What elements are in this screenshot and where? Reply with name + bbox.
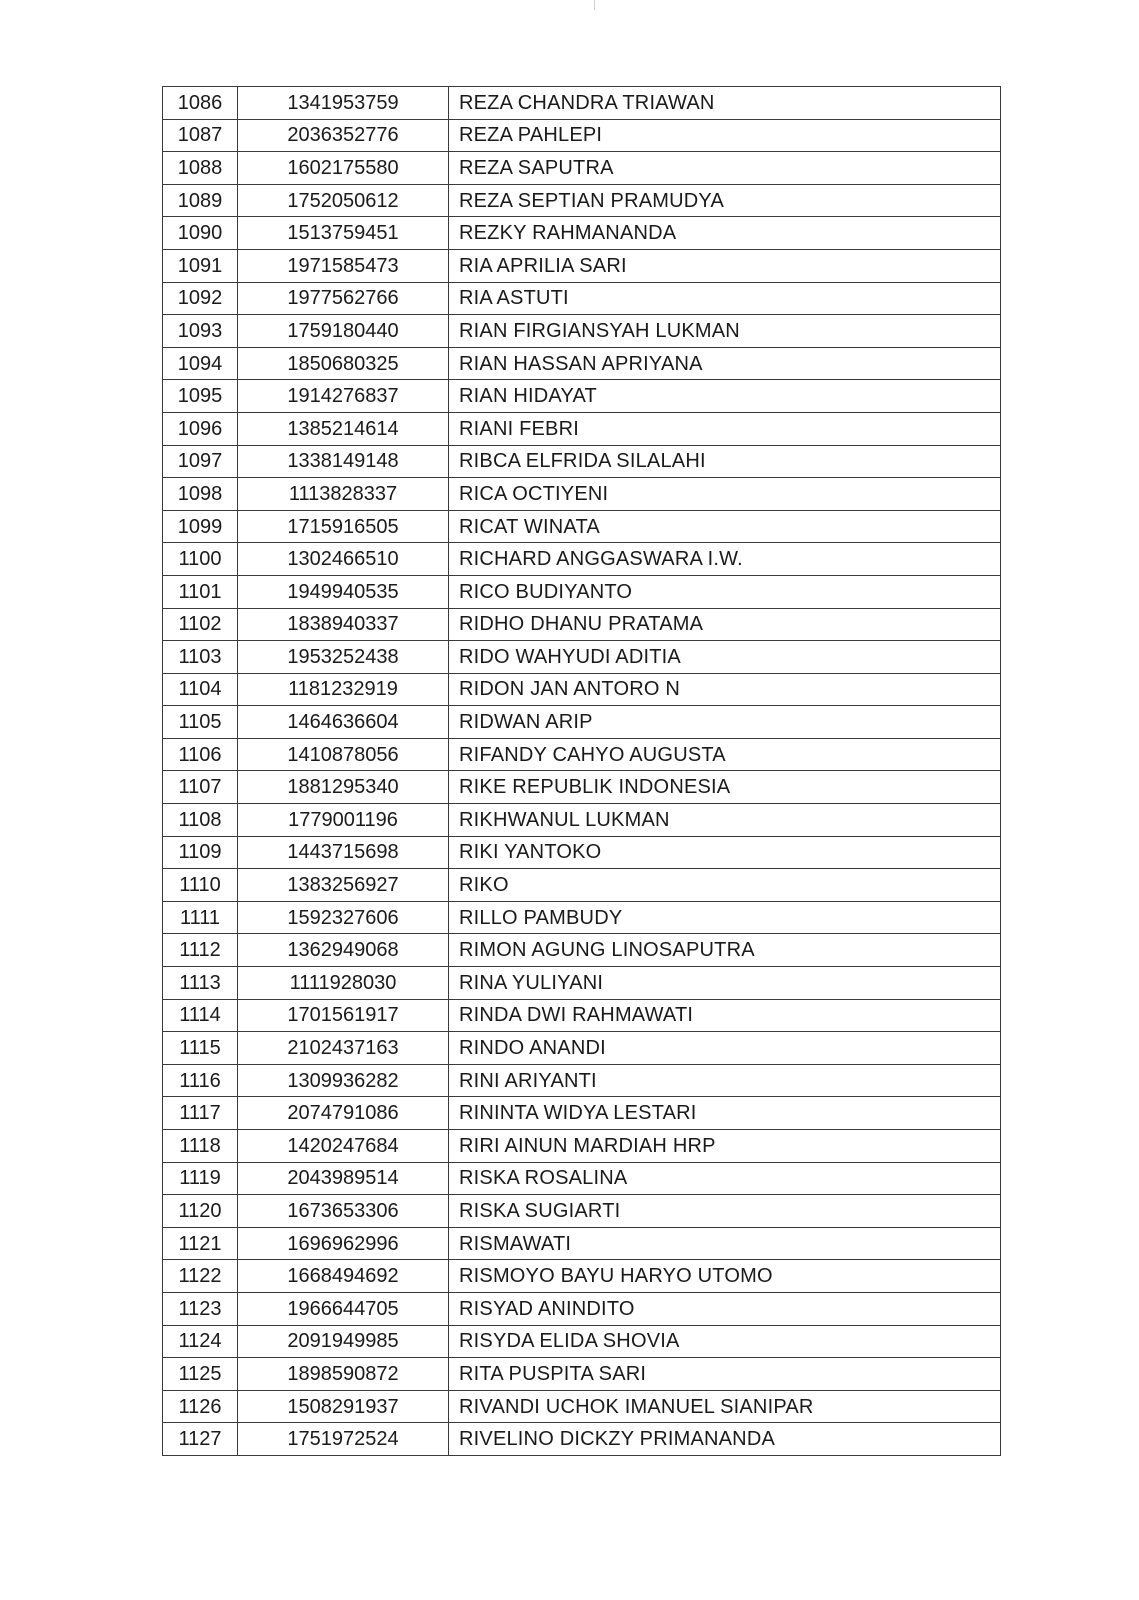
participant-name: RIBCA ELFRIDA SILALAHI — [449, 445, 1001, 478]
participant-name: RIVANDI UCHOK IMANUEL SIANIPAR — [449, 1390, 1001, 1423]
participant-name: RILLO PAMBUDY — [449, 901, 1001, 934]
table-row — [163, 901, 1001, 934]
row-number: 1127 — [163, 1423, 238, 1456]
registration-id: 1838940337 — [238, 608, 449, 641]
row-number: 1091 — [163, 249, 238, 282]
table-row — [163, 1390, 1001, 1423]
table-row — [163, 543, 1001, 576]
registration-id: 2043989514 — [238, 1162, 449, 1195]
table-row — [163, 282, 1001, 315]
table-row — [163, 1064, 1001, 1097]
table-row — [163, 934, 1001, 967]
participant-table — [162, 86, 1001, 1456]
row-number: 1095 — [163, 380, 238, 413]
row-number: 1110 — [163, 869, 238, 902]
participant-name: RISYDA ELIDA SHOVIA — [449, 1325, 1001, 1358]
registration-id: 1949940535 — [238, 575, 449, 608]
table-row — [163, 1260, 1001, 1293]
registration-id: 1715916505 — [238, 510, 449, 543]
participant-name: RIDHO DHANU PRATAMA — [449, 608, 1001, 641]
table-row — [163, 608, 1001, 641]
row-number: 1093 — [163, 315, 238, 348]
registration-id: 1113828337 — [238, 478, 449, 511]
registration-id: 1443715698 — [238, 836, 449, 869]
registration-id: 1508291937 — [238, 1390, 449, 1423]
registration-id: 1592327606 — [238, 901, 449, 934]
registration-id: 1302466510 — [238, 543, 449, 576]
table-row — [163, 1358, 1001, 1391]
registration-id: 1111928030 — [238, 967, 449, 1000]
participant-name: RICHARD ANGGASWARA I.W. — [449, 543, 1001, 576]
registration-id: 2036352776 — [238, 119, 449, 152]
participant-name: RICO BUDIYANTO — [449, 575, 1001, 608]
registration-id: 1513759451 — [238, 217, 449, 250]
table-row — [163, 1227, 1001, 1260]
table-row — [163, 1097, 1001, 1130]
participant-name: REZA CHANDRA TRIAWAN — [449, 87, 1001, 120]
table-row — [163, 771, 1001, 804]
table-row — [163, 119, 1001, 152]
row-number: 1125 — [163, 1358, 238, 1391]
registration-id: 1385214614 — [238, 412, 449, 445]
table-row — [163, 249, 1001, 282]
row-number: 1098 — [163, 478, 238, 511]
table-row — [163, 738, 1001, 771]
registration-id: 1898590872 — [238, 1358, 449, 1391]
table-row — [163, 1195, 1001, 1228]
table-row — [163, 315, 1001, 348]
participant-name: RISKA ROSALINA — [449, 1162, 1001, 1195]
table-row — [163, 184, 1001, 217]
row-number: 1122 — [163, 1260, 238, 1293]
table-row — [163, 1162, 1001, 1195]
table-row — [163, 1292, 1001, 1325]
participant-name: RIFANDY CAHYO AUGUSTA — [449, 738, 1001, 771]
row-number: 1099 — [163, 510, 238, 543]
row-number: 1120 — [163, 1195, 238, 1228]
participant-name: RINDO ANANDI — [449, 1032, 1001, 1065]
registration-id: 1464636604 — [238, 706, 449, 739]
registration-id: 1971585473 — [238, 249, 449, 282]
participant-name: RIAN FIRGIANSYAH LUKMAN — [449, 315, 1001, 348]
registration-id: 1701561917 — [238, 999, 449, 1032]
registration-id: 2102437163 — [238, 1032, 449, 1065]
table-row — [163, 706, 1001, 739]
table-row — [163, 869, 1001, 902]
participant-name: REZA SAPUTRA — [449, 152, 1001, 185]
registration-id: 1309936282 — [238, 1064, 449, 1097]
participant-name: RICAT WINATA — [449, 510, 1001, 543]
registration-id: 1850680325 — [238, 347, 449, 380]
table-row — [163, 217, 1001, 250]
participant-name: RIAN HASSAN APRIYANA — [449, 347, 1001, 380]
table-row — [163, 641, 1001, 674]
registration-id: 1752050612 — [238, 184, 449, 217]
row-number: 1096 — [163, 412, 238, 445]
participant-name: RIANI FEBRI — [449, 412, 1001, 445]
registration-id: 1668494692 — [238, 1260, 449, 1293]
table-row — [163, 1325, 1001, 1358]
registration-id: 1751972524 — [238, 1423, 449, 1456]
registration-id: 1602175580 — [238, 152, 449, 185]
registration-id: 1673653306 — [238, 1195, 449, 1228]
row-number: 1114 — [163, 999, 238, 1032]
table-row — [163, 347, 1001, 380]
registration-id: 1420247684 — [238, 1130, 449, 1163]
participant-name: REZKY RAHMANANDA — [449, 217, 1001, 250]
table-row — [163, 152, 1001, 185]
participant-name: RIVELINO DICKZY PRIMANANDA — [449, 1423, 1001, 1456]
participant-name: REZA PAHLEPI — [449, 119, 1001, 152]
table-row — [163, 445, 1001, 478]
row-number: 1118 — [163, 1130, 238, 1163]
participant-name: RIRI AINUN MARDIAH HRP — [449, 1130, 1001, 1163]
row-number: 1117 — [163, 1097, 238, 1130]
registration-id: 1410878056 — [238, 738, 449, 771]
table-row — [163, 478, 1001, 511]
table-row — [163, 836, 1001, 869]
table-row — [163, 510, 1001, 543]
participant-name: RIAN HIDAYAT — [449, 380, 1001, 413]
row-number: 1109 — [163, 836, 238, 869]
row-number: 1106 — [163, 738, 238, 771]
scan-mark — [594, 0, 595, 10]
table-row — [163, 412, 1001, 445]
registration-id: 1181232919 — [238, 673, 449, 706]
row-number: 1126 — [163, 1390, 238, 1423]
row-number: 1103 — [163, 641, 238, 674]
registration-id: 1383256927 — [238, 869, 449, 902]
participant-name: RIMON AGUNG LINOSAPUTRA — [449, 934, 1001, 967]
row-number: 1121 — [163, 1227, 238, 1260]
row-number: 1100 — [163, 543, 238, 576]
registration-id: 1914276837 — [238, 380, 449, 413]
row-number: 1113 — [163, 967, 238, 1000]
registration-id: 1966644705 — [238, 1292, 449, 1325]
participant-name: RININTA WIDYA LESTARI — [449, 1097, 1001, 1130]
row-number: 1086 — [163, 87, 238, 120]
row-number: 1088 — [163, 152, 238, 185]
row-number: 1123 — [163, 1292, 238, 1325]
participant-name: RINDA DWI RAHMAWATI — [449, 999, 1001, 1032]
participant-name: RIDO WAHYUDI ADITIA — [449, 641, 1001, 674]
participant-name: RISKA SUGIARTI — [449, 1195, 1001, 1228]
participant-name: RIKO — [449, 869, 1001, 902]
registration-id: 1881295340 — [238, 771, 449, 804]
participant-name: RIDON JAN ANTORO N — [449, 673, 1001, 706]
registration-id: 1977562766 — [238, 282, 449, 315]
row-number: 1104 — [163, 673, 238, 706]
participant-name: RINA YULIYANI — [449, 967, 1001, 1000]
row-number: 1092 — [163, 282, 238, 315]
table-row — [163, 999, 1001, 1032]
participant-name: RIDWAN ARIP — [449, 706, 1001, 739]
participant-name: RICA OCTIYENI — [449, 478, 1001, 511]
row-number: 1111 — [163, 901, 238, 934]
table-row — [163, 1130, 1001, 1163]
row-number: 1101 — [163, 575, 238, 608]
row-number: 1108 — [163, 804, 238, 837]
participant-name: RIA APRILIA SARI — [449, 249, 1001, 282]
registration-id: 1696962996 — [238, 1227, 449, 1260]
table-row — [163, 575, 1001, 608]
row-number: 1124 — [163, 1325, 238, 1358]
participant-table-body — [163, 87, 1001, 1456]
row-number: 1105 — [163, 706, 238, 739]
table-row — [163, 1423, 1001, 1456]
participant-name: REZA SEPTIAN PRAMUDYA — [449, 184, 1001, 217]
participant-name: RIA ASTUTI — [449, 282, 1001, 315]
row-number: 1115 — [163, 1032, 238, 1065]
registration-id: 1362949068 — [238, 934, 449, 967]
registration-id: 2074791086 — [238, 1097, 449, 1130]
table-row — [163, 967, 1001, 1000]
row-number: 1112 — [163, 934, 238, 967]
participant-name: RISYAD ANINDITO — [449, 1292, 1001, 1325]
row-number: 1094 — [163, 347, 238, 380]
row-number: 1097 — [163, 445, 238, 478]
participant-name: RIKHWANUL LUKMAN — [449, 804, 1001, 837]
row-number: 1119 — [163, 1162, 238, 1195]
registration-id: 1759180440 — [238, 315, 449, 348]
table-row — [163, 87, 1001, 120]
table-row — [163, 380, 1001, 413]
table-row — [163, 804, 1001, 837]
row-number: 1116 — [163, 1064, 238, 1097]
participant-name: RISMAWATI — [449, 1227, 1001, 1260]
participant-name: RITA PUSPITA SARI — [449, 1358, 1001, 1391]
row-number: 1087 — [163, 119, 238, 152]
participant-name: RINI ARIYANTI — [449, 1064, 1001, 1097]
row-number: 1089 — [163, 184, 238, 217]
registration-id: 1779001196 — [238, 804, 449, 837]
participant-name: RISMOYO BAYU HARYO UTOMO — [449, 1260, 1001, 1293]
participant-name: RIKI YANTOKO — [449, 836, 1001, 869]
registration-id: 1341953759 — [238, 87, 449, 120]
row-number: 1090 — [163, 217, 238, 250]
row-number: 1107 — [163, 771, 238, 804]
registration-id: 2091949985 — [238, 1325, 449, 1358]
registration-id: 1953252438 — [238, 641, 449, 674]
row-number: 1102 — [163, 608, 238, 641]
table-row — [163, 673, 1001, 706]
table-row — [163, 1032, 1001, 1065]
participant-name: RIKE REPUBLIK INDONESIA — [449, 771, 1001, 804]
registration-id: 1338149148 — [238, 445, 449, 478]
